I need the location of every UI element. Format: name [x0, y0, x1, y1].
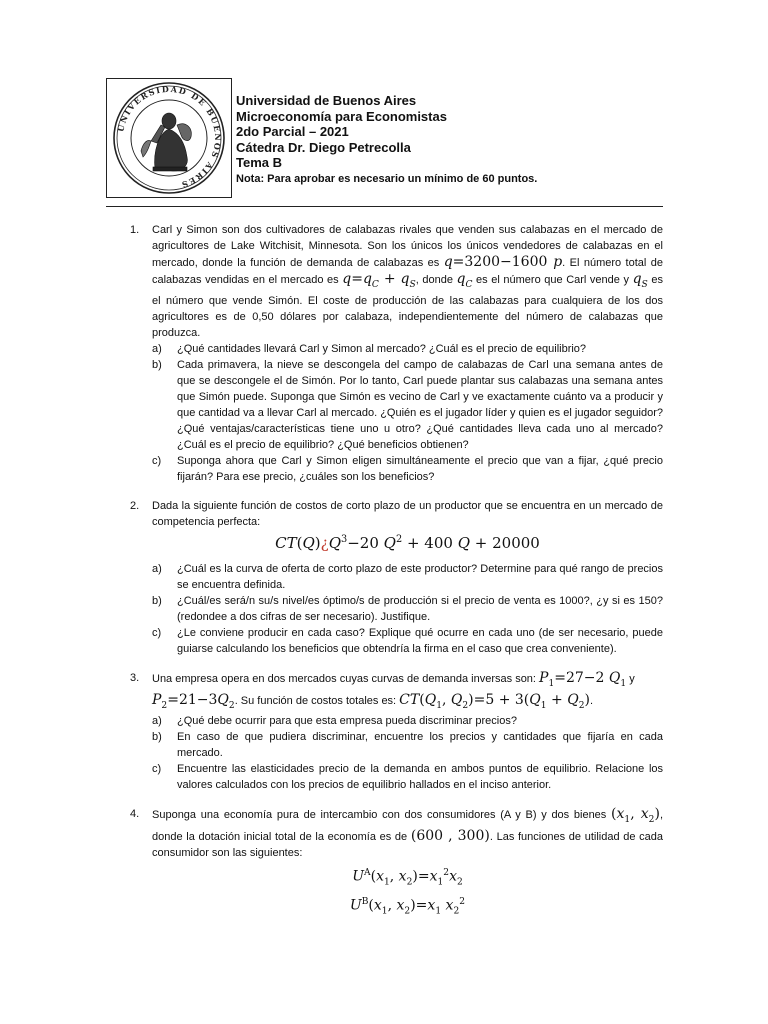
question-1: [106, 222, 663, 485]
subquestion-a: a) ¿Qué debe ocurrir para que esta empresa pueda discriminar precios?: [152, 715, 517, 728]
total-quantity-formula: $q=q_C + q_S$: [342, 271, 416, 290]
exam-topic: Tema B: [236, 155, 282, 170]
inverse-demand-1: $P_1=27-2$ $Q_1$: [539, 669, 627, 689]
passing-note: Nota: Para aprobar es necesario un mínimo de 60 puntos.: [236, 172, 538, 185]
question-number: 3.: [130, 671, 140, 684]
endowment: (600 , 300): [410, 828, 490, 845]
subquestion-c: c) Encuentre las elasticidades precio de la demanda en ambos puntos de equilibrio. Relacione los valores calculados con los precios de equilibrio hallados en el inciso anterior.: [152, 763, 663, 792]
exam-header: [236, 93, 537, 186]
utility-b-formula: $U^B(x_1$, $x_2)=x_1$ $x_2^2$: [349, 896, 466, 917]
question-number: 4.: [130, 808, 140, 821]
simon-quantity-symbol: $q_S$: [632, 271, 648, 290]
subquestion-b: b) Cada primavera, la nieve se descongela del campo de calabazas de Carl una semana antes de que se descongele el de Simón. Por lo tanto, Carl puede plantar sus calabazas una semana antes que Simón puede. Suponga que Simón es vecino de Carl y ve exactamente cuánto va a producir y que cantidad va a llevar Carl al mercado. ¿Quién es el jugador líder y quien es el jugador seguidor? ¿Qué ventajas/características tiene uno u otro? ¿Qué cantidades lleva cada uno al mercado? ¿Cuál es el precio de equilibrio? ¿Qué beneficios obtienen?: [152, 358, 663, 451]
cost-function-formula: $CT(Q)¿Q^3-20$ $Q^2 + 400$ Q + 20000: [275, 533, 540, 552]
subquestion-a: a) ¿Qué cantidades llevará Carl y Simon al mercado? ¿Cuál es el precio de equilibrio?: [152, 342, 587, 355]
question-text: Carl y Simon son dos cultivadores de calabazas rivales que venden sus calabazas en el mercado de agricultores de Lake Witchisit, Minnesota. Son los únicos los únicos vendedores de calabazas en el mercado, donde la función de demanda de calabazas es q=3200−1600 p. El número total de calabazas vendidas en el mercado es $q=q_C + q_S$, donde $q_C$ es el número que Carl vende y $q_S$ es el número que vende Simón. El coste de producción de las calabazas para cualquiera de los dos agricultores es de 0,50 dólares por calabaza, independientemente del número de calabazas que produzca.: [152, 224, 663, 339]
carl-quantity-symbol: $q_C$: [456, 271, 473, 290]
university-seal-logo: [111, 81, 227, 195]
subquestion-b: b) En caso de que pudiera discriminar, encuentre los precios y cantidades que fijaría en cada mercado.: [152, 731, 663, 760]
chair-name: Cátedra Dr. Diego Petrecolla: [236, 139, 411, 155]
question-number: 1.: [130, 224, 140, 236]
svg-text:UNIVERSIDAD DE BUENOS AIRES: UNIVERSIDAD DE BUENOS AIRES: [115, 83, 224, 191]
subquestion-a: a) ¿Cuál es la curva de oferta de corto plazo de este productor? Determine para qué rango de precios se encuentra definida.: [152, 562, 663, 591]
questions: [106, 222, 663, 931]
question-2: [106, 498, 663, 657]
university-name: Universidad de Buenos Aires: [236, 93, 417, 108]
total-cost-formula: $CT(Q_1$, $Q_2)=5 + 3(Q_1 + Q_2)$: [399, 691, 590, 711]
utility-a-formula: $U^A(x_1$, $x_2)=x_1^2x_2$: [352, 868, 463, 888]
logo-frame: [106, 78, 232, 198]
question-text: Dada la siguiente función de costos de corto plazo de un productor que se encuentra en un mercado de competencia perfecta:: [152, 499, 663, 528]
question-text: Una empresa opera en dos mercados cuyas curvas de demanda inversas son: $P_1=27-2$ $Q_1$ y $P_2=21-3Q_2$. Su función de costos totales es: $CT(Q_1$, $Q_2)=5 + 3(Q_1 + Q_2)$.: [152, 669, 635, 711]
question-3: [106, 670, 663, 794]
course-name: Microeconomía para Economistas: [236, 108, 447, 124]
header-divider: [106, 206, 663, 207]
subquestion-c: c) ¿Le conviene producir en cada caso? Explique qué ocurre en cada uno (de ser necesario, puede guiarse calculando los beneficios que obtendría la firma en el caso que crea conveniente).: [152, 626, 663, 655]
goods-pair: ($x_1$, $x_2$): [611, 806, 660, 826]
demand-formula: q=3200−1600 p: [443, 254, 563, 270]
inverse-demand-2: $P_2=21-3Q_2$: [152, 691, 235, 711]
exam-name: 2do Parcial – 2021: [236, 124, 349, 139]
question-text: Suponga una economía pura de intercambio con dos consumidores (A y B) y dos bienes ($x_1$, $x_2$), donde la dotación inicial total de la economía es de (600 , 300). Las funciones de utilidad de cada consumidor son las siguientes:: [152, 806, 664, 860]
subquestion-c: c) Suponga ahora que Carl y Simon eligen simultáneamente el precio que van a fijar, ¿qué precio fijarán? Para ese precio, ¿cuáles son los beneficios?: [152, 454, 663, 483]
subquestion-b: b) ¿Cuál/es será/n su/s nivel/es óptimo/s de producción si el precio de venta es 1000?, ¿y si es 150? (redondee a dos cifras de ser necesario). Justifique.: [152, 594, 663, 623]
question-number: 2.: [130, 499, 140, 512]
utility-functions: [152, 864, 663, 921]
question-4: [106, 806, 663, 921]
